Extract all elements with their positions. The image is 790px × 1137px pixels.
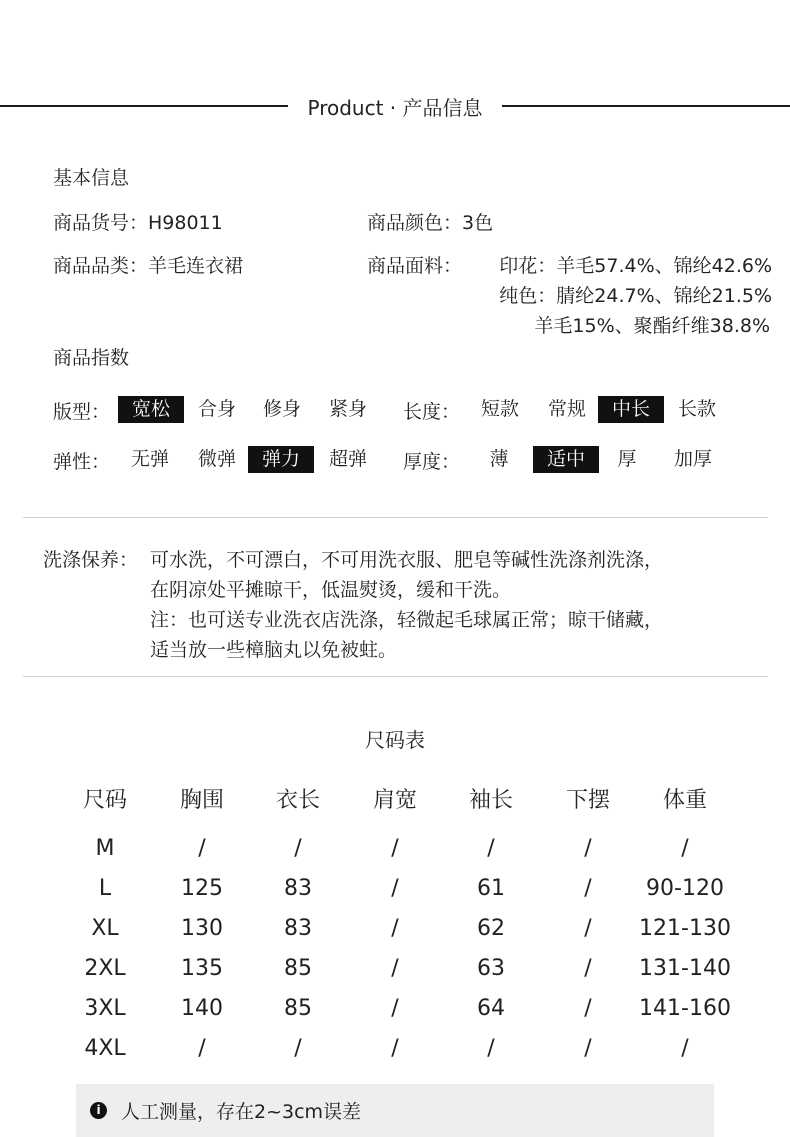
elastic-option-slight: 微弹 <box>197 448 236 470</box>
size-table-cell: 63 <box>477 956 505 981</box>
care-label: 洗涤保养： <box>43 549 139 571</box>
elastic-label: 弹性： <box>53 451 111 473</box>
length-option-short: 短款 <box>480 398 519 420</box>
size-table-cell: 131-140 <box>639 956 731 981</box>
size-table-header: 肩宽 <box>372 788 417 813</box>
elastic-option-super: 超弹 <box>328 448 367 470</box>
size-table-row-label: 4XL <box>84 1036 126 1061</box>
size-table-cell: / <box>294 1036 302 1061</box>
size-table-cell: 64 <box>477 996 505 1021</box>
size-table-cell: / <box>391 876 399 901</box>
size-table-cell: 125 <box>181 876 223 901</box>
size-table-header: 尺码 <box>82 788 127 813</box>
elastic-option-stretch: 弹力 <box>248 446 314 473</box>
size-table-header: 袖长 <box>468 788 513 813</box>
fabric-line-2: 纯色：腈纶24.7%、锦纶21.5% <box>499 285 772 307</box>
size-table-cell: / <box>391 836 399 861</box>
fit-option-slim: 修身 <box>262 398 301 420</box>
size-table-cell: 121-130 <box>639 916 731 941</box>
header-rule-left <box>0 105 288 107</box>
size-table-cell: / <box>584 876 592 901</box>
size-table-cell: 141-160 <box>639 996 731 1021</box>
size-table-row-label: 3XL <box>84 996 126 1021</box>
size-table-header: 下摆 <box>565 788 610 813</box>
size-table-cell: 90-120 <box>646 876 724 901</box>
info-icon: i <box>90 1102 107 1119</box>
size-table-cell: / <box>681 836 689 861</box>
size-table-cell: / <box>198 836 206 861</box>
fabric-line-3: 羊毛15%、聚酯纤维38.8% <box>534 315 770 337</box>
fabric-line-1: 印花：羊毛57.4%、锦纶42.6% <box>499 255 772 277</box>
size-table-row-label: M <box>95 836 115 861</box>
length-label: 长度： <box>403 401 461 423</box>
size-table-cell: / <box>681 1036 689 1061</box>
size-table-cell: / <box>391 916 399 941</box>
header-rule-right <box>502 105 790 107</box>
care-line-2: 在阴凉处平摊晾干，低温熨烫，缓和干洗。 <box>150 579 512 601</box>
size-table-row-label: XL <box>91 916 119 941</box>
fit-option-tight: 紧身 <box>328 398 367 420</box>
product-category: 商品品类：羊毛连衣裙 <box>53 255 244 277</box>
thickness-option-extra-thick: 加厚 <box>673 448 712 470</box>
product-color: 商品颜色：3色 <box>367 212 494 234</box>
elastic-option-none: 无弹 <box>130 448 169 470</box>
size-table-cell: / <box>294 836 302 861</box>
size-table-title: 尺码表 <box>365 728 425 752</box>
care-line-4: 适当放一些樟脑丸以免被蛀。 <box>150 639 398 661</box>
basic-info-heading: 基本信息 <box>53 167 130 189</box>
size-table-cell: 61 <box>477 876 505 901</box>
size-table-cell: / <box>584 1036 592 1061</box>
size-table-row-label: 2XL <box>84 956 126 981</box>
size-table-cell: / <box>487 1036 495 1061</box>
size-table-cell: / <box>391 956 399 981</box>
fit-label: 版型： <box>53 401 111 423</box>
note-text: 人工测量，存在2~3cm误差 <box>121 1101 362 1123</box>
size-table-cell: / <box>584 916 592 941</box>
thickness-option-medium: 适中 <box>533 446 599 473</box>
size-table-header: 胸围 <box>179 788 224 813</box>
size-table-header: 衣长 <box>275 788 320 813</box>
item-number: 商品货号：H98011 <box>53 212 223 234</box>
fit-option-loose: 宽松 <box>118 396 184 423</box>
size-table-cell: / <box>391 996 399 1021</box>
size-table-cell: / <box>198 1036 206 1061</box>
size-table-cell: / <box>584 996 592 1021</box>
section-title: Product · 产品信息 <box>307 96 483 120</box>
size-table-cell: / <box>487 836 495 861</box>
index-heading: 商品指数 <box>53 347 130 369</box>
length-option-standard: 常规 <box>547 398 586 420</box>
length-option-long: 长款 <box>677 398 716 420</box>
size-table-cell: 62 <box>477 916 505 941</box>
care-line-1: 可水洗，不可漂白，不可用洗衣服、肥皂等碱性洗涤剂洗涤， <box>150 549 664 571</box>
thickness-label: 厚度： <box>403 451 461 473</box>
size-table-cell: 85 <box>284 996 312 1021</box>
fit-option-regular: 合身 <box>197 398 236 420</box>
thickness-option-thin: 薄 <box>489 448 509 470</box>
length-option-midi: 中长 <box>598 396 664 423</box>
size-table-header: 体重 <box>662 788 707 813</box>
fabric-label: 商品面料： <box>367 255 463 277</box>
size-table-cell: / <box>584 836 592 861</box>
size-table-cell: / <box>391 1036 399 1061</box>
measurement-note <box>76 1084 714 1137</box>
size-table-cell: 83 <box>284 876 312 901</box>
divider-bottom <box>23 676 768 677</box>
size-table-cell: 83 <box>284 916 312 941</box>
thickness-option-thick: 厚 <box>617 448 637 470</box>
divider-top <box>23 517 768 518</box>
size-table-cell: 130 <box>181 916 223 941</box>
size-table-cell: / <box>584 956 592 981</box>
size-table-cell: 140 <box>181 996 223 1021</box>
size-table-cell: 85 <box>284 956 312 981</box>
size-table-row-label: L <box>98 876 112 901</box>
care-line-3: 注：也可送专业洗衣店洗涤，轻微起毛球属正常；晾干储藏， <box>150 609 664 631</box>
size-table-cell: 135 <box>181 956 223 981</box>
